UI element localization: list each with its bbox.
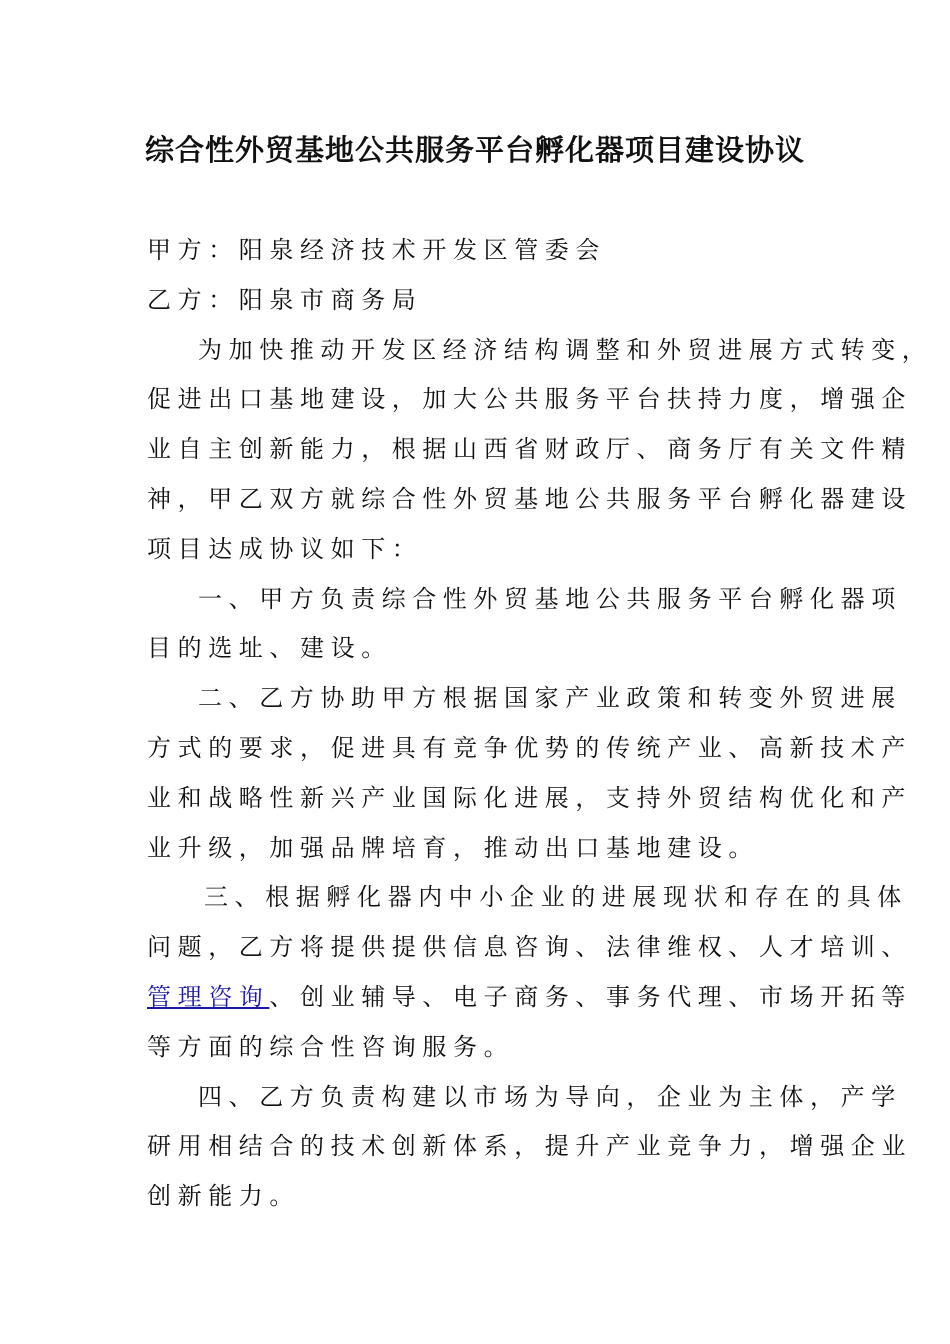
preamble-line: 神，甲乙双方就综合性外贸基地公共服务平台孵化器建设 xyxy=(147,484,912,513)
document-body xyxy=(147,226,933,1222)
clause-2-line: 方式的要求，促进具有竞争优势的传统产业、高新技术产 xyxy=(147,733,912,762)
preamble-line: 项目达成协议如下： xyxy=(147,534,423,563)
clause-2-line: 二、乙方协助甲方根据国家产业政策和转变外贸进展 xyxy=(198,684,902,713)
party-b: 乙方：阳泉市商务局 xyxy=(147,285,423,314)
clause-1-paragraph xyxy=(147,575,902,675)
clause-2-line: 业和战略性新兴产业国际化进展，支持外贸结构优化和产 xyxy=(147,783,912,812)
clause-4-line: 创新能力。 xyxy=(147,1182,300,1211)
preamble-line: 促进出口基地建设，加大公共服务平台扶持力度，增强企 xyxy=(147,385,912,414)
clause-1-line: 一、甲方负责综合性外贸基地公共服务平台孵化器项 xyxy=(198,584,902,613)
management-consulting-link[interactable]: 管理咨询 xyxy=(147,982,270,1011)
clause-4-paragraph xyxy=(147,1073,912,1222)
clause-2-line: 业升级，加强品牌培育，推动出口基地建设。 xyxy=(147,833,759,862)
clause-3-paragraph xyxy=(147,873,913,1072)
document-title: 综合性外贸基地公共服务平台孵化器项目建设协议 xyxy=(144,133,805,167)
clause-3-line-rest: 、创业辅导、电子商务、事务代理、市场开拓等 xyxy=(269,982,913,1011)
clause-3-line: 问题，乙方将提供提供信息咨询、法律维权、人才培训、 xyxy=(147,933,912,962)
preamble-line: 业自主创新能力，根据山西省财政厅、商务厅有关文件精 xyxy=(147,435,912,464)
clause-3-line: 等方面的综合性咨询服务。 xyxy=(147,1032,515,1061)
preamble-line: 为加快推动开发区经济结构调整和外贸进展方式转变， xyxy=(198,335,933,364)
clause-1-line: 目的选址、建设。 xyxy=(147,634,392,663)
clause-3-line xyxy=(147,973,913,1023)
clause-2-paragraph xyxy=(147,674,912,873)
party-a: 甲方：阳泉经济技术开发区管委会 xyxy=(147,236,606,264)
clause-4-line: 四、乙方负责构建以市场为导向，企业为主体，产学 xyxy=(198,1082,902,1111)
clause-3-line: 三、根据孵化器内中小企业的进展现状和存在的具体 xyxy=(204,883,908,912)
clause-4-line: 研用相结合的技术创新体系，提升产业竞争力，增强企业 xyxy=(147,1132,912,1161)
preamble-paragraph xyxy=(147,326,933,575)
